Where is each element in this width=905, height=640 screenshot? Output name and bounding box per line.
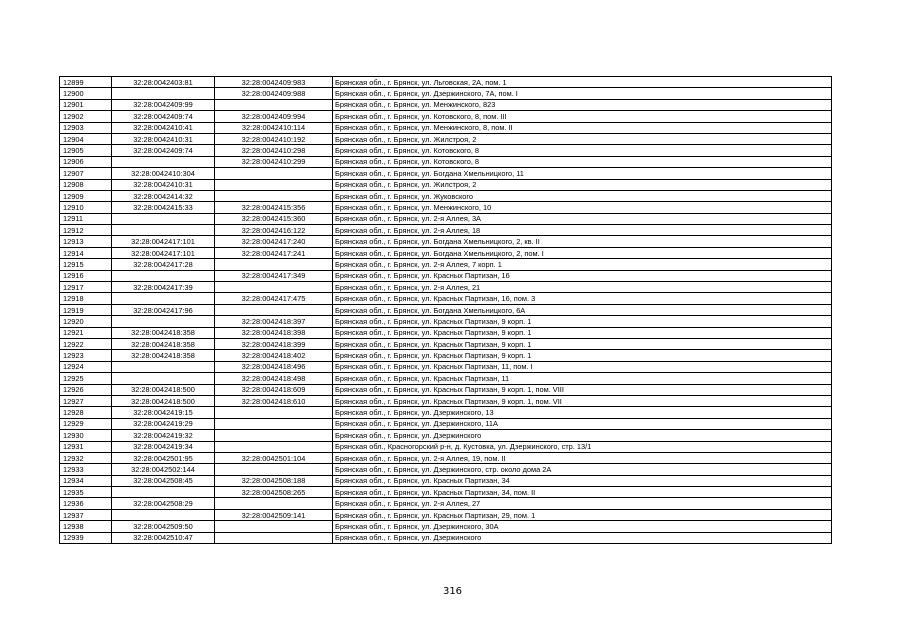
address-cell: Брянская обл., г. Брянск, ул. Менжинского, 8, пом. II [333,122,832,133]
cadastral-number-cell: 32:28:0042510:47 [112,532,215,543]
object-cadastral-number-cell: 32:28:0042418:402 [215,350,333,361]
address-cell: Брянская обл., г. Брянск, ул. Дзержинского, 11А [333,418,832,429]
table-row [60,213,832,224]
object-cadastral-number-cell [215,179,333,190]
object-cadastral-number-cell: 32:28:0042418:610 [215,395,333,406]
row-number-cell: 12907 [60,168,112,179]
object-cadastral-number-cell: 32:28:0042418:498 [215,373,333,384]
cadastral-number-cell: 32:28:0042419:34 [112,441,215,452]
table-row [60,498,832,509]
row-number-cell: 12930 [60,430,112,441]
address-cell: Брянская обл., г. Брянск, ул. Красных Партизан, 9 корп. 1, пом. VII [333,395,832,406]
row-number-cell: 12918 [60,293,112,304]
address-cell: Брянская обл., г. Брянск, ул. 2-я Аллея, 18 [333,225,832,236]
object-cadastral-number-cell [215,282,333,293]
row-number-cell: 12908 [60,179,112,190]
object-cadastral-number-cell: 32:28:0042417:241 [215,247,333,258]
row-number-cell: 12909 [60,190,112,201]
row-number-cell: 12938 [60,521,112,532]
address-cell: Брянская обл., г. Брянск, ул. 2-я Аллея, 19, пом. II [333,452,832,463]
object-cadastral-number-cell [215,407,333,418]
cadastral-number-cell: 32:28:0042418:500 [112,384,215,395]
address-cell: Брянская обл., г. Брянск, ул. Красных Партизан, 34, пом. II [333,487,832,498]
row-number-cell: 12935 [60,487,112,498]
object-cadastral-number-cell: 32:28:0042416:122 [215,225,333,236]
table-row [60,521,832,532]
cadastral-number-cell: 32:28:0042502:144 [112,464,215,475]
cadastral-number-cell [112,213,215,224]
cadastral-number-cell: 32:28:0042415:33 [112,202,215,213]
table-row [60,282,832,293]
address-cell: Брянская обл., г. Брянск, ул. Богдана Хмельницкого, 6А [333,304,832,315]
cadastral-number-cell: 32:28:0042409:99 [112,99,215,110]
table-row [60,384,832,395]
table-row [60,395,832,406]
object-cadastral-number-cell [215,259,333,270]
address-cell: Брянская обл., г. Брянск, ул. Котовского, 8 [333,156,832,167]
address-cell: Брянская обл., г. Брянск, ул. 2-я Аллея, 3А [333,213,832,224]
cadastral-number-cell: 32:28:0042417:39 [112,282,215,293]
address-cell: Брянская обл., г. Брянск, ул. Красных Партизан, 9 корп. 1 [333,350,832,361]
cadastral-number-cell: 32:28:0042418:358 [112,327,215,338]
table-row [60,236,832,247]
object-cadastral-number-cell: 32:28:0042501:104 [215,452,333,463]
table-row [60,373,832,384]
cadastral-number-cell: 32:28:0042410:31 [112,179,215,190]
row-number-cell: 12902 [60,111,112,122]
row-number-cell: 12922 [60,338,112,349]
table-body [60,77,832,544]
table-row [60,77,832,88]
cadastral-number-cell: 32:28:0042419:29 [112,418,215,429]
object-cadastral-number-cell [215,418,333,429]
row-number-cell: 12919 [60,304,112,315]
cadastral-number-cell [112,361,215,372]
object-cadastral-number-cell: 32:28:0042415:356 [215,202,333,213]
table-row [60,122,832,133]
table-row [60,509,832,520]
object-cadastral-number-cell [215,441,333,452]
cadastral-number-cell: 32:28:0042418:500 [112,395,215,406]
object-cadastral-number-cell: 32:28:0042418:609 [215,384,333,395]
address-cell: Брянская обл., г. Брянск, ул. Жуковского [333,190,832,201]
object-cadastral-number-cell [215,498,333,509]
object-cadastral-number-cell [215,99,333,110]
address-cell: Брянская обл., г. Брянск, ул. Котовского, 8, пом. III [333,111,832,122]
row-number-cell: 12904 [60,133,112,144]
cadastral-number-cell [112,156,215,167]
object-cadastral-number-cell: 32:28:0042508:265 [215,487,333,498]
table-row [60,88,832,99]
address-cell: Брянская обл., г. Брянск, ул. Менжинского, 823 [333,99,832,110]
address-cell: Брянская обл., г. Брянск, ул. Красных Партизан, 9 корп. 1, пом. VIII [333,384,832,395]
table-row [60,441,832,452]
row-number-cell: 12910 [60,202,112,213]
object-cadastral-number-cell: 32:28:0042418:397 [215,316,333,327]
address-cell: Брянская обл., г. Брянск, ул. Красных Партизан, 11, пом. I [333,361,832,372]
object-cadastral-number-cell [215,430,333,441]
address-cell: Брянская обл., г. Брянск, ул. Дзержинского [333,532,832,543]
row-number-cell: 12912 [60,225,112,236]
table-row [60,327,832,338]
cadastral-number-cell [112,225,215,236]
table-row [60,338,832,349]
cadastral-number-cell [112,509,215,520]
address-cell: Брянская обл., г. Брянск, ул. Дзержинского, 7А, пом. I [333,88,832,99]
object-cadastral-number-cell: 32:28:0042508:188 [215,475,333,486]
address-cell: Брянская обл., г. Брянск, ул. Дзержинского [333,430,832,441]
row-number-cell: 12931 [60,441,112,452]
address-cell: Брянская обл., г. Брянск, ул. Котовского, 8 [333,145,832,156]
object-cadastral-number-cell: 32:28:0042418:399 [215,338,333,349]
object-cadastral-number-cell: 32:28:0042410:114 [215,122,333,133]
cadastral-number-cell: 32:28:0042417:101 [112,247,215,258]
row-number-cell: 12933 [60,464,112,475]
address-cell: Брянская обл., г. Брянск, ул. Красных Партизан, 16 [333,270,832,281]
table-row [60,202,832,213]
cadastral-number-cell: 32:28:0042410:304 [112,168,215,179]
table-row [60,99,832,110]
address-cell: Брянская обл., г. Брянск, ул. 2-я Аллея, 21 [333,282,832,293]
cadastral-number-cell: 32:28:0042403:81 [112,77,215,88]
object-cadastral-number-cell: 32:28:0042509:141 [215,509,333,520]
table-row [60,293,832,304]
table-row [60,179,832,190]
row-number-cell: 12923 [60,350,112,361]
object-cadastral-number-cell: 32:28:0042409:994 [215,111,333,122]
table-row [60,156,832,167]
row-number-cell: 12900 [60,88,112,99]
address-cell: Брянская обл., г. Брянск, ул. Красных Партизан, 16, пом. 3 [333,293,832,304]
table-row [60,168,832,179]
row-number-cell: 12911 [60,213,112,224]
cadastral-number-cell [112,373,215,384]
row-number-cell: 12934 [60,475,112,486]
cadastral-number-cell: 32:28:0042508:29 [112,498,215,509]
object-cadastral-number-cell: 32:28:0042418:398 [215,327,333,338]
row-number-cell: 12905 [60,145,112,156]
address-cell: Брянская обл., Красногорский р-н, д. Кустовка, ул. Дзержинского, стр. 13/1 [333,441,832,452]
row-number-cell: 12906 [60,156,112,167]
row-number-cell: 12920 [60,316,112,327]
object-cadastral-number-cell: 32:28:0042410:192 [215,133,333,144]
address-cell: Брянская обл., г. Брянск, ул. Богдана Хмельницкого, 2, кв. II [333,236,832,247]
object-cadastral-number-cell: 32:28:0042417:475 [215,293,333,304]
address-cell: Брянская обл., г. Брянск, ул. Богдана Хмельницкого, 2, пом. I [333,247,832,258]
table-row [60,247,832,258]
document-table [59,76,832,544]
table-row [60,452,832,463]
row-number-cell: 12924 [60,361,112,372]
address-cell: Брянская обл., г. Брянск, ул. Дзержинского, 13 [333,407,832,418]
object-cadastral-number-cell [215,464,333,475]
cadastral-number-cell: 32:28:0042417:101 [112,236,215,247]
object-cadastral-number-cell [215,304,333,315]
table-row [60,225,832,236]
row-number-cell: 12913 [60,236,112,247]
address-cell: Брянская обл., г. Брянск, ул. Красных Партизан, 9 корп. 1 [333,327,832,338]
address-cell: Брянская обл., г. Брянск, ул. Дзержинского, стр. около дома 2А [333,464,832,475]
cadastral-number-cell: 32:28:0042410:31 [112,133,215,144]
cadastral-number-cell: 32:28:0042414:32 [112,190,215,201]
object-cadastral-number-cell [215,532,333,543]
address-cell: Брянская обл., г. Брянск, ул. Богдана Хмельницкого, 11 [333,168,832,179]
table-row [60,304,832,315]
object-cadastral-number-cell: 32:28:0042409:983 [215,77,333,88]
address-cell: Брянская обл., г. Брянск, ул. Красных Партизан, 9 корп. 1 [333,338,832,349]
table-row [60,532,832,543]
object-cadastral-number-cell [215,190,333,201]
cadastral-number-cell: 32:28:0042509:50 [112,521,215,532]
table-row [60,145,832,156]
table-row [60,316,832,327]
object-cadastral-number-cell [215,168,333,179]
cadastral-number-cell: 32:28:0042409:74 [112,145,215,156]
cadastral-number-cell: 32:28:0042418:358 [112,338,215,349]
row-number-cell: 12916 [60,270,112,281]
object-cadastral-number-cell: 32:28:0042417:349 [215,270,333,281]
table-row [60,475,832,486]
table-row [60,350,832,361]
row-number-cell: 12937 [60,509,112,520]
object-cadastral-number-cell: 32:28:0042418:496 [215,361,333,372]
object-cadastral-number-cell [215,521,333,532]
address-cell: Брянская обл., г. Брянск, ул. Жилстроя, 2 [333,133,832,144]
row-number-cell: 12917 [60,282,112,293]
row-number-cell: 12936 [60,498,112,509]
address-cell: Брянская обл., г. Брянск, ул. Красных Партизан, 11 [333,373,832,384]
cadastral-number-cell: 32:28:0042418:358 [112,350,215,361]
cadastral-number-cell: 32:28:0042419:15 [112,407,215,418]
cadastral-number-cell [112,88,215,99]
cadastral-number-cell: 32:28:0042409:74 [112,111,215,122]
row-number-cell: 12899 [60,77,112,88]
cadastral-number-cell: 32:28:0042501:95 [112,452,215,463]
table-row [60,361,832,372]
cadastral-number-cell [112,316,215,327]
address-cell: Брянская обл., г. Брянск, ул. Красных Партизан, 34 [333,475,832,486]
cadastral-number-cell [112,270,215,281]
object-cadastral-number-cell: 32:28:0042417:240 [215,236,333,247]
row-number-cell: 12921 [60,327,112,338]
cadastral-number-cell [112,487,215,498]
row-number-cell: 12929 [60,418,112,429]
row-number-cell: 12901 [60,99,112,110]
row-number-cell: 12926 [60,384,112,395]
table-row [60,133,832,144]
table-row [60,464,832,475]
row-number-cell: 12925 [60,373,112,384]
object-cadastral-number-cell: 32:28:0042415:360 [215,213,333,224]
row-number-cell: 12903 [60,122,112,133]
page-number: 316 [442,586,463,597]
cadastral-number-cell: 32:28:0042410:41 [112,122,215,133]
table-row [60,407,832,418]
table-row [60,270,832,281]
object-cadastral-number-cell: 32:28:0042410:299 [215,156,333,167]
row-number-cell: 12915 [60,259,112,270]
object-cadastral-number-cell: 32:28:0042410:298 [215,145,333,156]
row-number-cell: 12914 [60,247,112,258]
table-row [60,111,832,122]
address-cell: Брянская обл., г. Брянск, ул. Жилстроя, 2 [333,179,832,190]
cadastral-number-cell: 32:28:0042508:45 [112,475,215,486]
table-row [60,430,832,441]
address-cell: Брянская обл., г. Брянск, ул. Дзержинского, 30А [333,521,832,532]
cadastral-number-cell [112,293,215,304]
address-cell: Брянская обл., г. Брянск, ул. Красных Партизан, 9 корп. 1 [333,316,832,327]
table-row [60,418,832,429]
table-row [60,190,832,201]
cadastral-number-cell: 32:28:0042417:28 [112,259,215,270]
address-cell: Брянская обл., г. Брянск, ул. 2-я Аллея, 7 корп. 1 [333,259,832,270]
address-cell: Брянская обл., г. Брянск, ул. 2-я Аллея, 27 [333,498,832,509]
cadastral-number-cell: 32:28:0042419:32 [112,430,215,441]
address-cell: Брянская обл., г. Брянск, ул. Менжинского, 10 [333,202,832,213]
row-number-cell: 12927 [60,395,112,406]
row-number-cell: 12939 [60,532,112,543]
cadastral-number-cell: 32:28:0042417:96 [112,304,215,315]
address-cell: Брянская обл., г. Брянск, ул. Красных Партизан, 29, пом. 1 [333,509,832,520]
row-number-cell: 12932 [60,452,112,463]
table-row [60,487,832,498]
address-cell: Брянская обл., г. Брянск, ул. Льговская, 2А, пом. 1 [333,77,832,88]
object-cadastral-number-cell: 32:28:0042409:988 [215,88,333,99]
row-number-cell: 12928 [60,407,112,418]
table-row [60,259,832,270]
